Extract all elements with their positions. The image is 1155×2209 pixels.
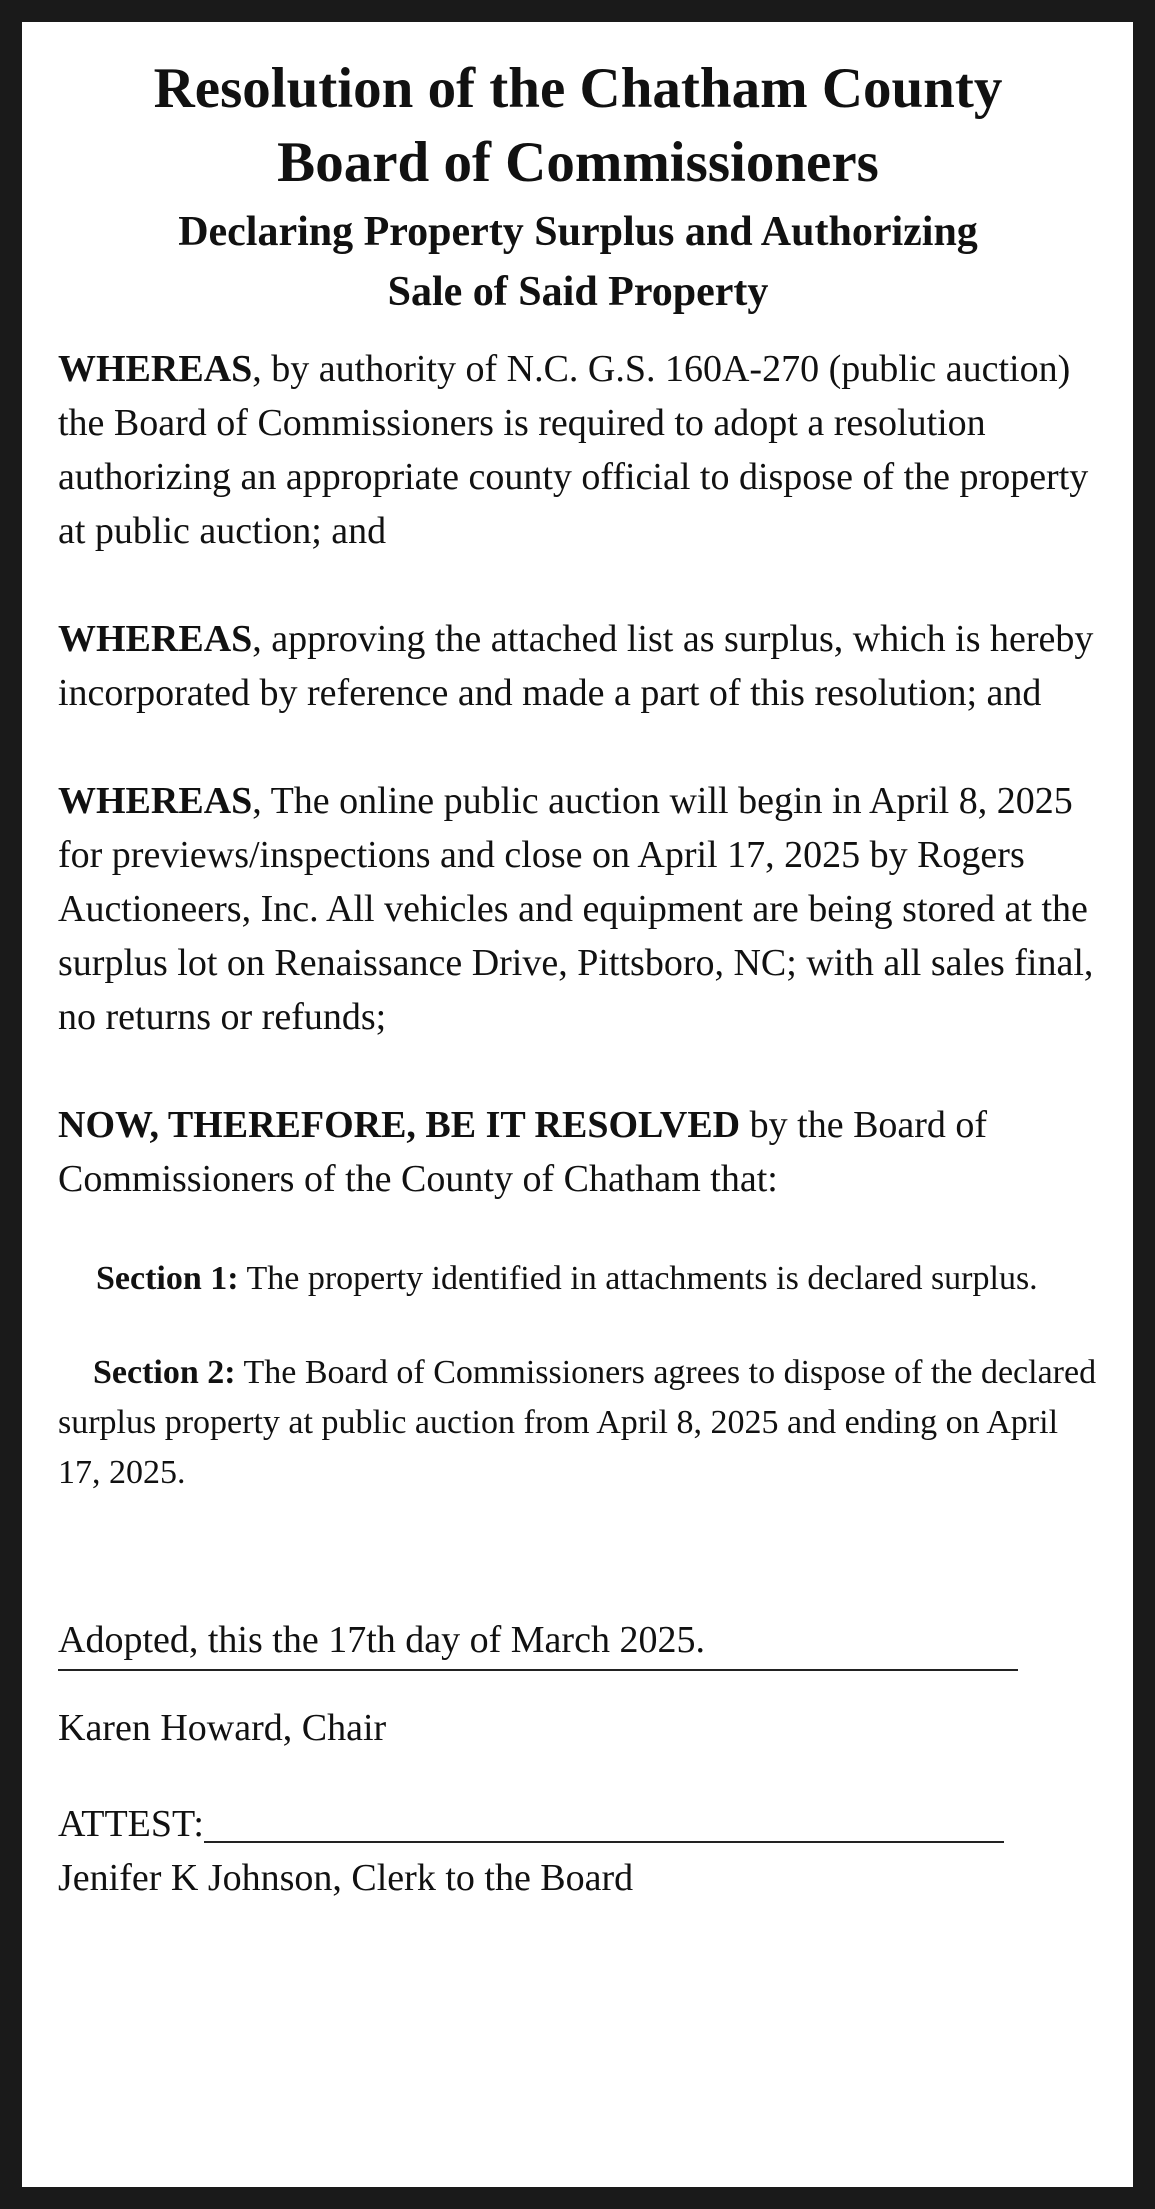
whereas-text: , approving the attached list as surplus, which is hereby incorporated by reference and made a part of this resolution; and (58, 618, 1094, 714)
section-1-text: The property identified in attachments is declared surplus. (238, 1260, 1038, 1297)
section-2-lead: Section 2: (93, 1354, 236, 1391)
whereas-lead: WHEREAS (58, 780, 253, 822)
subtitle-line-1: Declaring Property Surplus and Authorizing (178, 209, 978, 255)
whereas-paragraph-2 (58, 612, 1098, 720)
resolved-paragraph (58, 1098, 1098, 1206)
resolution-notice (58, 52, 1098, 1905)
section-2 (58, 1348, 1098, 1498)
section-2-text: The Board of Commissioners agrees to dispose of the declared surplus property at public auction from April 8, 2025 and ending on April 17, 2025. (58, 1354, 1097, 1491)
adoption-date-line: Adopted, this the 17th day of March 2025. (58, 1619, 705, 1661)
resolved-lead: NOW, THEREFORE, BE IT RESOLVED (58, 1104, 741, 1146)
document-title (58, 52, 1098, 200)
whereas-paragraph-3 (58, 774, 1098, 1044)
title-line-1: Resolution of the Chatham County (153, 57, 1003, 120)
whereas-lead: WHEREAS (58, 348, 253, 390)
section-1-lead: Section 1: (96, 1260, 239, 1297)
clerk-name: Jenifer K Johnson, Clerk to the Board (58, 1857, 634, 1899)
resolved-text: by the Board of Commissioners of the County of Chatham that: (58, 1104, 988, 1200)
title-line-2: Board of Commissioners (277, 131, 879, 194)
document-subtitle (58, 202, 1098, 322)
attest-signature-line (204, 1841, 1004, 1843)
attest-label: ATTEST: (58, 1803, 204, 1845)
whereas-text: , The online public auction will begin in April 8, 2025 for previews/inspections and close on April 17, 2025 by Rogers Auctioneers, Inc. All vehicles and equipment are being stored at the surplus lot on Renaissance Drive, Pittsboro, NC; with all sales final, no returns or refunds; (58, 780, 1094, 1038)
chair-name: Karen Howard, Chair (58, 1707, 387, 1749)
whereas-paragraph-1 (58, 342, 1098, 558)
section-1 (58, 1254, 1098, 1304)
whereas-text: , by authority of N.C. G.S. 160A-270 (public auction) the Board of Commissioners is required to adopt a resolution authorizing an appropriate county official to dispose of the property at public auction; and (58, 348, 1089, 552)
attest-row (58, 1797, 1098, 1851)
whereas-lead: WHEREAS (58, 618, 253, 660)
subtitle-line-2: Sale of Said Property (387, 269, 769, 315)
chair-signature-line (58, 1669, 1018, 1671)
